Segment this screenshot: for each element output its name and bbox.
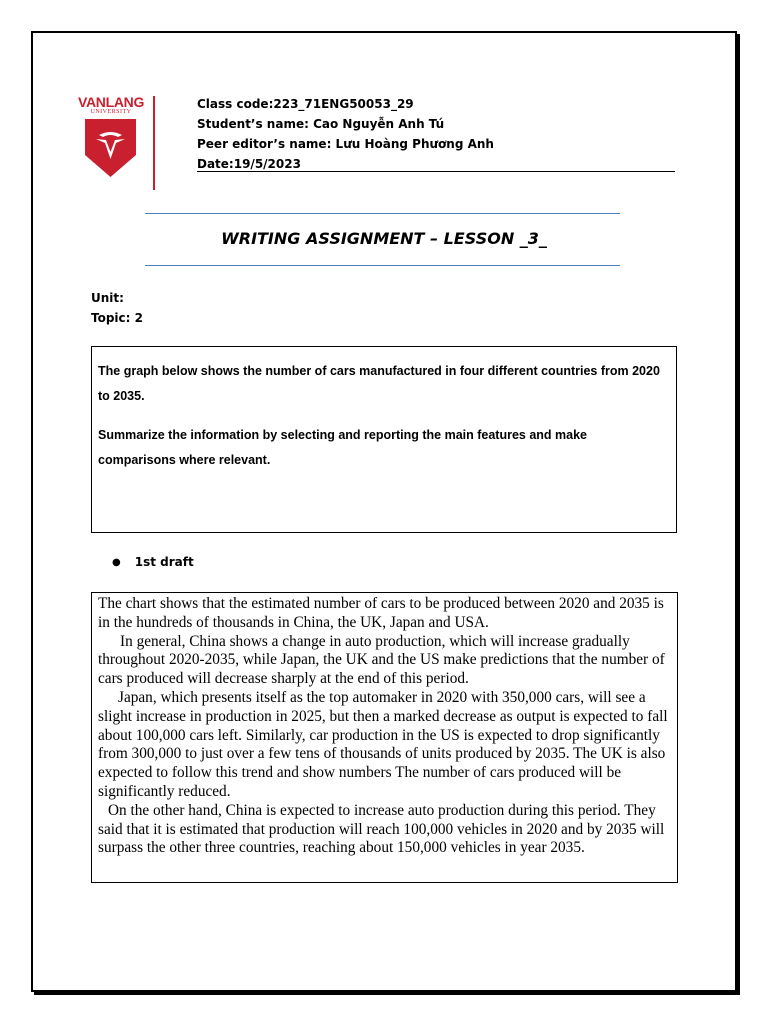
header-info: [197, 94, 597, 174]
draft-label-text: 1st draft: [134, 555, 194, 569]
class-code: Class code:223_71ENG50053_29: [197, 97, 414, 111]
essay-paragraph-3: Japan, which presents itself as the top automaker in 2020 with 350,000 cars, will see a slight increase in production in 2025, but then a marked decrease as output is expected to fall about 100,000 cars left. Similarly, car production in the US is expected to drop significantly from 300,000 to just over a few tens of thousands of units produced by 2035. The UK is also expected to follow this trend and show numbers The number of cars produced will be significantly reduced.: [98, 688, 668, 800]
prompt-line-2: Summarize the information by selecting and reporting the main features and make comparisons where relevant.: [98, 428, 587, 467]
peer-editor-name: Peer editor’s name: Lưu Hoàng Phương Anh: [197, 137, 494, 151]
unit-label: Unit:: [91, 291, 124, 305]
draft-heading: [112, 555, 194, 569]
university-logo: [74, 94, 152, 189]
header-rule: [197, 171, 675, 172]
topic-label: Topic: 2: [91, 311, 143, 325]
page-title: WRITING ASSIGNMENT – LESSON _3_: [221, 229, 547, 248]
bullet-icon: ●: [112, 557, 121, 568]
essay-paragraph-1: The chart shows that the estimated number of cars to be produced between 2020 and 2035 is in the hundreds of thousands in China, the UK, Japan and USA.: [98, 595, 664, 631]
student-name: Student’s name: Cao Nguyễn Anh Tú: [197, 117, 445, 131]
essay-box: [91, 592, 678, 883]
title-rule-bottom: [145, 265, 620, 266]
logo-brand-text: VANLANG: [77, 94, 145, 110]
essay-paragraph-2: In general, China shows a change in auto production, which will increase gradually throughout 2020-2035, while Japan, the UK and the US make predictions that the number of cars produced will decrease sharply at the end of this period.: [98, 632, 665, 688]
logo-divider: [153, 96, 155, 190]
logo-sub-text: UNIVERSITY: [90, 109, 132, 115]
title-rule-top: [145, 213, 620, 214]
date: Date:19/5/2023: [197, 157, 301, 171]
prompt-box: [91, 346, 677, 533]
essay-paragraph-4: On the other hand, China is expected to increase auto production during this period. They said that it is estimated that production will reach 100,000 vehicles in 2020 and by 2035 will surpass the other three countries, reaching about 150,000 vehicles in year 2035.: [98, 801, 665, 857]
shield-icon: [85, 119, 136, 177]
prompt-line-1: The graph below shows the number of cars manufactured in four different countries from 2020 to 2035.: [98, 364, 660, 403]
